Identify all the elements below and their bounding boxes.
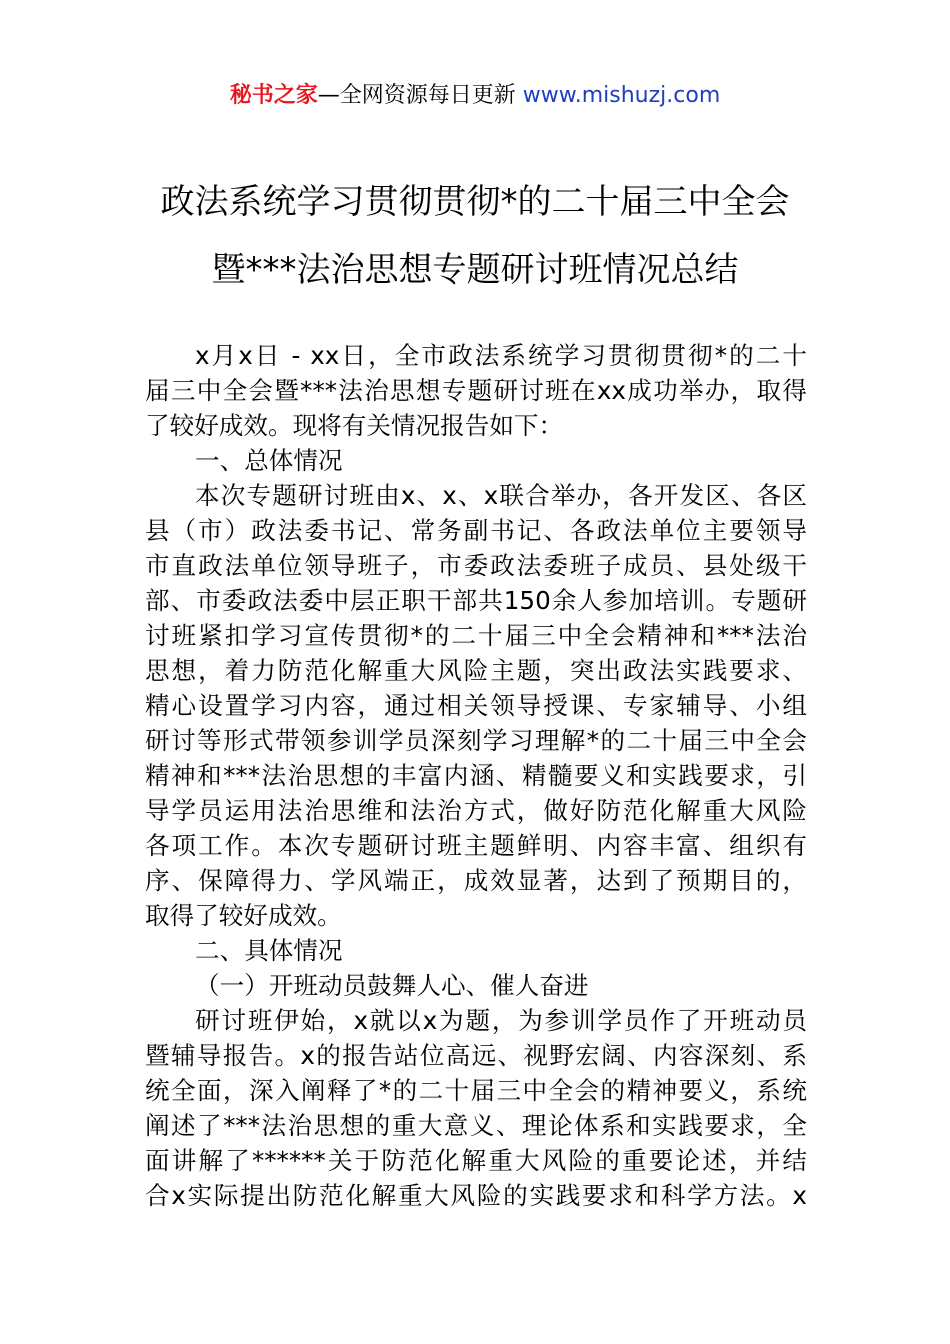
site-header <box>0 80 950 112</box>
body-line: 暨辅导报告。x的报告站位高远、视野宏阔、内容深刻、系 <box>145 1041 807 1070</box>
body-line: 精神和***法治思想的丰富内涵、精髓要义和实践要求，引 <box>145 761 807 790</box>
body-line: 面讲解了******关于防范化解重大风险的重要论述，并结 <box>145 1146 807 1175</box>
body-line: 导学员运用法治思维和法治方式，做好防范化解重大风险 <box>145 796 807 825</box>
subsection-heading: （一）开班动员鼓舞人心、催人奋进 <box>195 971 589 1000</box>
body-line: 本次专题研讨班由x、x、x联合举办，各开发区、各区 <box>195 481 807 510</box>
body-line: 阐述了***法治思想的重大意义、理论体系和实践要求，全 <box>145 1111 807 1140</box>
section-heading: 二、具体情况 <box>195 936 343 965</box>
body-line: 届三中全会暨***法治思想专题研讨班在xx成功举办，取得 <box>145 376 807 405</box>
body-line: 研讨等形式带领参训学员深刻学习理解*的二十届三中全会 <box>145 726 807 755</box>
body-line: 讨班紧扣学习宣传贯彻*的二十届三中全会精神和***法治 <box>145 621 807 650</box>
body-line: 思想，着力防范化解重大风险主题，突出政法实践要求、 <box>145 656 807 685</box>
body-line: 部、市委政法委中层正职干部共150余人参加培训。专题研 <box>145 586 807 615</box>
body-line: 了较好成效。现将有关情况报告如下： <box>145 411 564 440</box>
site-brand: 秘书之家 <box>229 83 318 108</box>
site-url[interactable]: www.mishuzj.com <box>522 83 721 108</box>
body-line: 各项工作。本次专题研讨班主题鲜明、内容丰富、组织有 <box>145 831 807 860</box>
body-line: 统全面，深入阐释了*的二十届三中全会的精神要义，系统 <box>145 1076 807 1105</box>
body-line: 市直政法单位领导班子，市委政法委班子成员、县处级干 <box>145 551 807 580</box>
body-line: 研讨班伊始，x就以x为题，为参训学员作了开班动员 <box>195 1006 807 1035</box>
body-line: 精心设置学习内容，通过相关领导授课、专家辅导、小组 <box>145 691 807 720</box>
body-line: 县（市）政法委书记、常务副书记、各政法单位主要领导 <box>145 516 807 545</box>
body-line: 取得了较好成效。 <box>145 901 342 930</box>
body-line: 序、保障得力、学风端正，成效显著，达到了预期目的， <box>145 866 807 895</box>
document-body <box>145 338 807 1213</box>
title-line-1: 政法系统学习贯彻贯彻*的二十届三中全会 <box>160 182 790 222</box>
site-tagline: —全网资源每日更新 <box>317 83 523 108</box>
body-line: 合x实际提出防范化解重大风险的实践要求和科学方法。x <box>145 1181 807 1210</box>
section-heading: 一、总体情况 <box>195 446 343 475</box>
document-title <box>0 168 950 304</box>
title-line-2: 暨***法治思想专题研讨班情况总结 <box>211 250 739 290</box>
body-line: x月x日 - xx日，全市政法系统学习贯彻贯彻*的二十 <box>195 341 807 370</box>
